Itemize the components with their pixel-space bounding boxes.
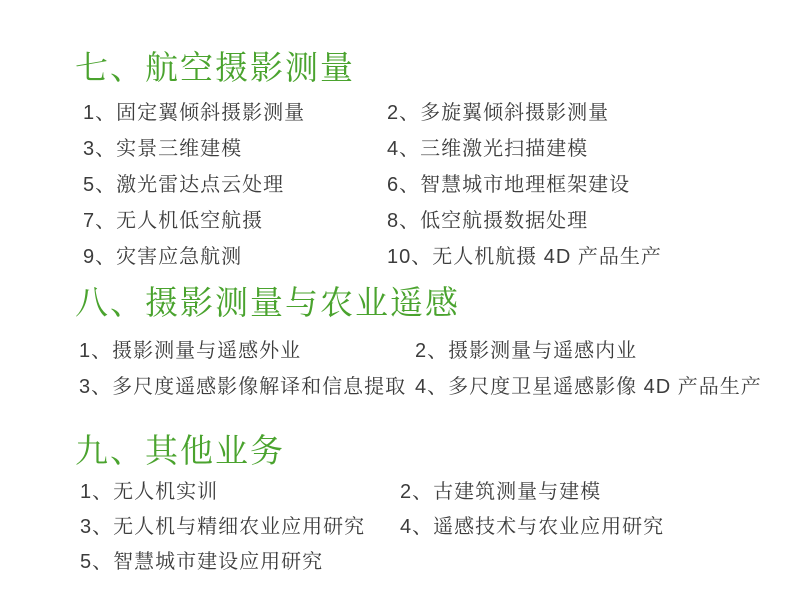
list-row xyxy=(83,173,630,197)
section-9-title: 九、其他业务 xyxy=(75,432,285,469)
list-item: 4、多尺度卫星遥感影像 4D 产品生产 xyxy=(415,376,762,398)
list-item: 10、无人机航摄 4D 产品生产 xyxy=(387,246,662,268)
list-item: 3、多尺度遥感影像解译和信息提取 xyxy=(79,376,407,398)
list-row xyxy=(80,515,664,539)
list-item: 9、灾害应急航测 xyxy=(83,246,243,268)
list-item: 2、古建筑测量与建模 xyxy=(400,481,602,503)
list-item: 3、无人机与精细农业应用研究 xyxy=(80,516,366,538)
list-item: 1、摄影测量与遥感外业 xyxy=(79,340,302,362)
list-item: 1、无人机实训 xyxy=(80,481,219,503)
list-item: 8、低空航摄数据处理 xyxy=(387,210,589,232)
list-row xyxy=(80,480,601,504)
list-item: 6、智慧城市地理框架建设 xyxy=(387,174,631,196)
list-item: 2、摄影测量与遥感内业 xyxy=(415,340,638,362)
list-item: 4、三维激光扫描建模 xyxy=(387,138,589,160)
list-row xyxy=(83,209,588,233)
list-row xyxy=(83,245,662,269)
list-item: 4、遥感技术与农业应用研究 xyxy=(400,516,665,538)
list-row xyxy=(83,101,609,125)
list-item: 3、实景三维建模 xyxy=(83,138,243,160)
list-item: 2、多旋翼倾斜摄影测量 xyxy=(387,102,610,124)
list-row xyxy=(79,339,637,363)
list-row xyxy=(80,550,400,574)
list-item: 1、固定翼倾斜摄影测量 xyxy=(83,102,306,124)
list-row xyxy=(83,137,588,161)
list-item: 5、智慧城市建设应用研究 xyxy=(80,551,324,573)
section-8-title: 八、摄影测量与农业遥感 xyxy=(75,284,460,321)
list-row xyxy=(79,375,762,399)
section-7-title: 七、航空摄影测量 xyxy=(75,49,355,86)
list-item: 5、激光雷达点云处理 xyxy=(83,174,285,196)
list-item: 7、无人机低空航摄 xyxy=(83,210,264,232)
